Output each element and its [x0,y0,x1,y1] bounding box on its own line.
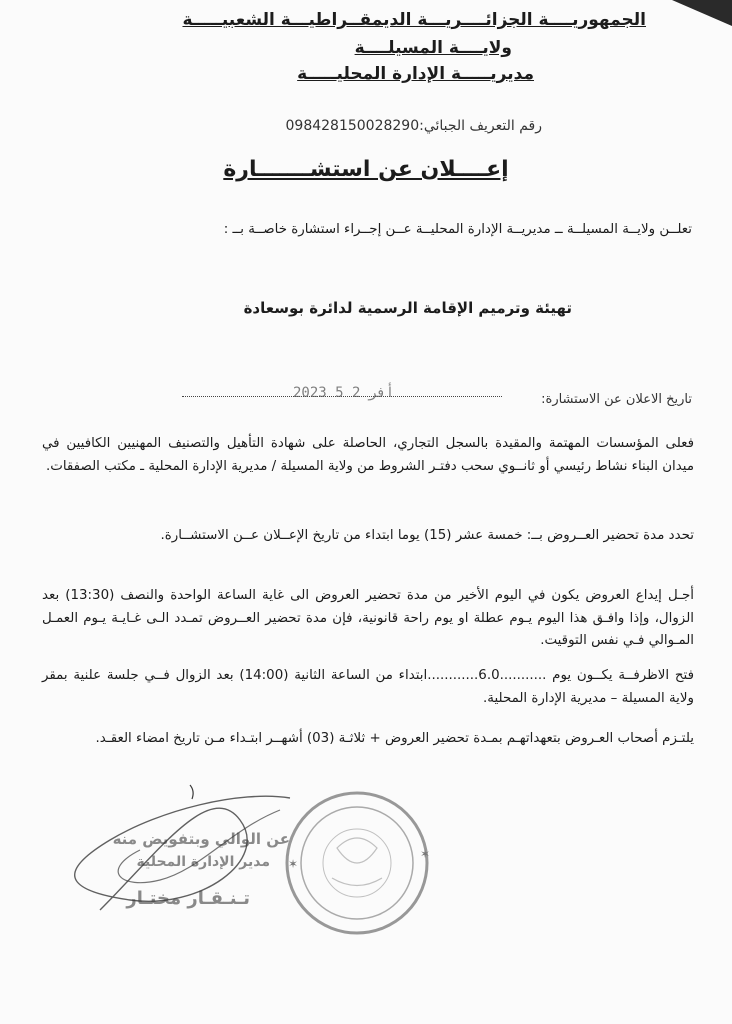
consultation-subject: تهيئة وترميم الإقامة الرسمية لدائرة بوسعادة [243,299,572,317]
scan-corner [672,0,732,26]
header-directorate: مديريـــــة الإدارة المحليـــــة [297,64,534,84]
paragraph-eligibility: فعلى المؤسسات المهتمة والمقيدة بالسجل التجاري، الحاصلة على شهادة التأهيل والتصنيف المهنيين الكافيين في ميدان البناء نشاط رئيسي أو ثانــوي سحب دفتـر الشروط من ولاية المسيلة / مديرية الإدارة المحلية ـ مكتب الصفقات. [42,436,694,474]
svg-text:✶: ✶ [288,857,299,871]
intro-paragraph: تعلــن ولايــة المسيلــة ــ مديريــة الإدارة المحليــة عــن إجــراء استشارة خاصــة بــ : [223,222,692,237]
signature-title: مدير الإدارة المحلية [136,854,270,870]
signature-name: تـنـقـار مختـار [126,888,250,909]
paragraph-commitment: يلتـزم أصحاب العـروض بتعهداتهـم بمـدة تحضير العروض + ثلاثـة (03) أشهــر ابتـداء مـن تاريخ امضاء العقـد. [95,731,694,746]
tax-id-line: رقم التعريف الجبائي:098428150028290 [285,118,542,134]
header-republic: الجمهوريــــة الجزائــــريـــة الديمقــراطيـــة الشعبيـــــة [182,10,646,30]
signature-block [40,780,310,940]
signature-delegation: عن الوالي وبتفويض منه [112,830,290,848]
svg-text:✶: ✶ [420,847,431,861]
header-wilaya: ولايــــة المسيلــــة [354,38,512,58]
official-seal [282,788,432,938]
paragraph-duration: تحدد مدة تحضير العــروض بــ: خمسة عشر (15) يوما ابتداء من تاريخ الإعــلان عــن الاستشــارة. [160,528,694,543]
date-label: تاريخ الاعلان عن الاستشارة: [541,392,692,407]
date-stamp: 2023 ﺃﻓﺮ 2 5 [293,385,395,401]
document-title: إعــــلان عن استشـــــــارة [223,157,509,182]
paragraph-opening: فتح الاظرفــة يكــون يوم ...........6.0............ابتداء من الساعة الثانية (14:00) بعد الزوال فــي جلسة علنية بمقر ولاية المسيلة – مديرية الإدارة المحلية. [42,668,694,706]
paragraph-deposit: أجـل إيداع العروض يكون في اليوم الأخير من مدة تحضير العروض الى غاية الساعة الواحدة والنصف (13:30) بعد الزوال، وإذا وافـق هذا اليوم يـوم عطلة او يوم راحة قانونية، فإن مدة تحضير العــروض تمـدد الـى غـايـة يـوم العمـل المـوالي فـي نفس التوقيت. [42,588,694,648]
handwritten-signature [40,780,310,940]
